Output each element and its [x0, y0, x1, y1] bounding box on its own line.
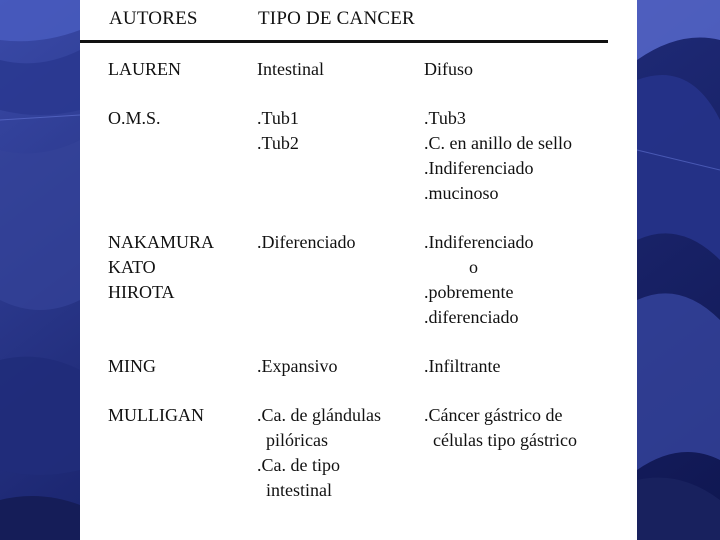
author-cell [108, 354, 156, 379]
cell-text: .Expansivo [257, 356, 338, 376]
header-autores: AUTORES [109, 8, 198, 29]
author-name: LAUREN [108, 59, 181, 79]
diffuse-cell [424, 106, 572, 206]
cell-text: células tipo gástrico [433, 430, 577, 450]
cell-text: Intestinal [257, 59, 324, 79]
cell-text: .Ca. de glándulas [257, 405, 381, 425]
intestinal-cell [257, 230, 355, 255]
diffuse-cell [424, 230, 533, 330]
author-name: O.M.S. [108, 108, 161, 128]
intestinal-cell [257, 57, 324, 82]
cell-text: .mucinoso [424, 183, 499, 203]
author-cell [108, 57, 181, 82]
author-cell [108, 106, 161, 131]
author-cell [108, 403, 204, 428]
cell-text: .Cáncer gástrico de [424, 405, 563, 425]
cell-text: .Tub2 [257, 133, 299, 153]
cell-text: .Tub1 [257, 108, 299, 128]
diffuse-cell [424, 403, 577, 453]
slide-content [80, 0, 637, 540]
author-name: NAKAMURA [108, 232, 215, 252]
cell-text: .Infiltrante [424, 356, 501, 376]
intestinal-cell [257, 403, 381, 503]
cell-text: .Tub3 [424, 108, 466, 128]
cell-text: .diferenciado [424, 307, 519, 327]
intestinal-cell [257, 354, 338, 379]
header-tipo-cancer: TIPO DE CANCER [258, 8, 415, 29]
cell-text: intestinal [266, 480, 332, 500]
cell-text: .Ca. de tipo [257, 455, 340, 475]
diffuse-cell [424, 57, 473, 82]
cell-text: o [469, 257, 478, 277]
author-cell [108, 230, 214, 305]
table-header [80, 0, 608, 43]
diffuse-cell [424, 354, 500, 379]
author-name: KATO [108, 257, 156, 277]
cell-text: .pobremente [424, 282, 514, 302]
cell-text: .C. en anillo de sello [424, 133, 572, 153]
cell-text: .Indiferenciado [424, 232, 534, 252]
intestinal-cell [257, 106, 299, 156]
cell-text: Difuso [424, 59, 473, 79]
author-name: HIROTA [108, 282, 175, 302]
author-name: MING [108, 356, 156, 376]
author-name: MULLIGAN [108, 405, 204, 425]
cell-text: .Diferenciado [257, 232, 356, 252]
cell-text: .Indiferenciado [424, 158, 534, 178]
cell-text: pilóricas [266, 430, 328, 450]
